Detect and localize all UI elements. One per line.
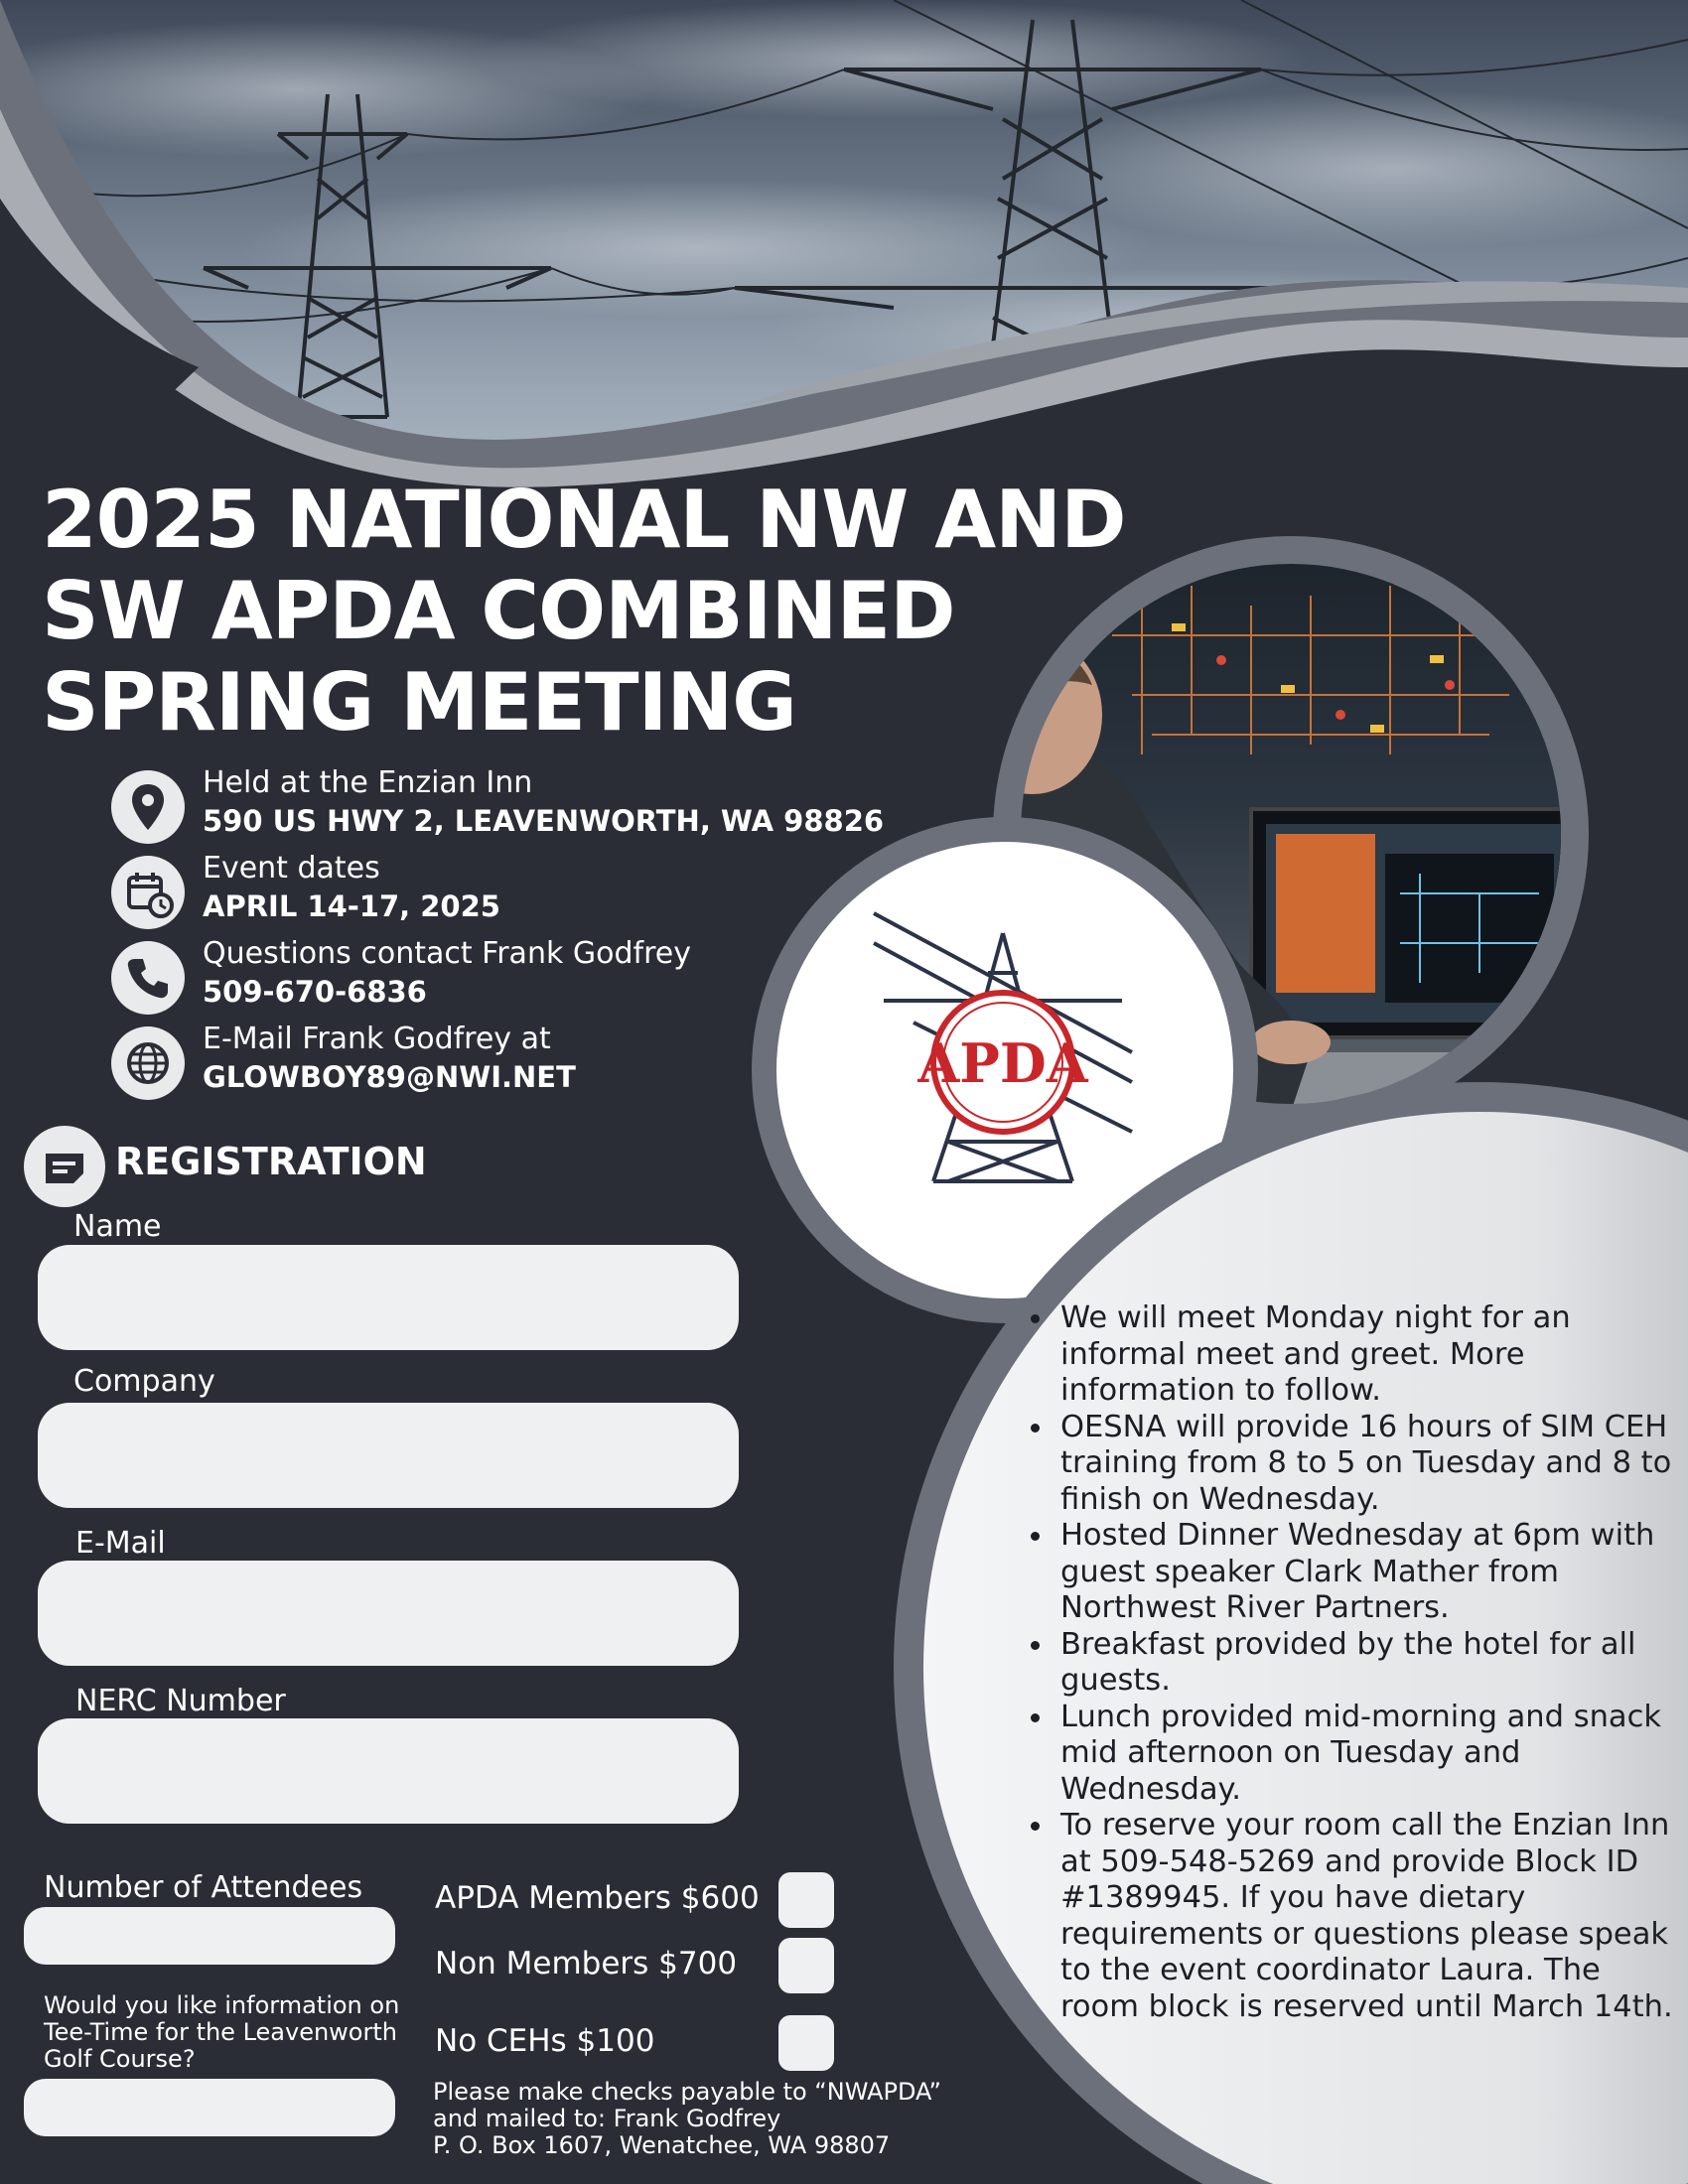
payment-note-line: P. O. Box 1607, Wenatchee, WA 98807: [433, 2131, 891, 2159]
note-item: We will meet Monday night for an informal meet and greet. More information to follow.: [1031, 1300, 1686, 1410]
fee-non-members-label: Non Members $700: [435, 1946, 738, 1981]
phone-icon: [111, 941, 185, 1015]
info-phone: [111, 935, 1005, 1024]
info-email: [111, 1021, 1005, 1110]
company-input[interactable]: [38, 1403, 739, 1508]
logo-text: APDA: [917, 1031, 1088, 1095]
note-item: Hosted Dinner Wednesday at 6pm with guest speaker Clark Mather from Northwest River Partners.: [1031, 1518, 1686, 1627]
name-input[interactable]: [38, 1245, 739, 1350]
email-label: E-Mail Frank Godfrey at: [203, 1022, 551, 1056]
globe-icon: [111, 1026, 185, 1100]
dates-label: Event dates: [203, 851, 380, 886]
calendar-icon: [111, 856, 185, 929]
page-title: [42, 475, 1134, 749]
title-line-3: SPRING MEETING: [42, 656, 796, 749]
attendees-input[interactable]: [24, 1907, 395, 1965]
fee-members-checkbox[interactable]: [778, 1872, 834, 1928]
phone-value: 509-670-6836: [203, 975, 427, 1009]
fee-members-label: APDA Members $600: [435, 1880, 760, 1916]
note-item: To reserve your room call the Enzian Inn at 509-548-5269 and provide Block ID #1389945. If you have dietary requirements or questions please speak to the event coordinator Laura. The room block is reserved until March 14th.: [1031, 1808, 1686, 2025]
phone-label: Questions contact Frank Godfrey: [203, 936, 691, 971]
payment-note: [433, 2079, 1029, 2159]
fee-no-ceh-label: No CEHs $100: [435, 2023, 655, 2059]
note-item: Lunch provided mid-morning and snack mid afternoon on Tuesday and Wednesday.: [1031, 1700, 1686, 1809]
title-line-2: SW APDA COMBINED: [42, 565, 955, 657]
payment-note-line: Please make checks payable to “NWAPDA”: [433, 2078, 941, 2106]
fee-non-members-checkbox[interactable]: [778, 1938, 834, 1993]
fee-no-ceh-checkbox[interactable]: [778, 2015, 834, 2071]
location-pin-icon: [111, 770, 185, 844]
email-input[interactable]: [38, 1561, 739, 1666]
form-icon: [24, 1126, 105, 1207]
note-item: OESNA will provide 16 hours of SIM CEH training from 8 to 5 on Tuesday and 8 to finish on Wednesday.: [1031, 1410, 1686, 1519]
location-value: 590 US HWY 2, LEAVENWORTH, WA 98826: [203, 804, 885, 838]
nerc-label: NERC Number: [75, 1684, 286, 1718]
info-location: [111, 764, 1005, 854]
nerc-input[interactable]: [38, 1718, 739, 1824]
note-item: Breakfast provided by the hotel for all guests.: [1031, 1627, 1686, 1700]
registration-title: REGISTRATION: [115, 1140, 427, 1183]
golf-input[interactable]: [24, 2079, 395, 2136]
event-notes: [1031, 1300, 1686, 2025]
title-line-1: 2025 NATIONAL NW AND: [42, 474, 1126, 566]
name-label: Name: [73, 1209, 162, 1244]
attendees-label: Number of Attendees: [44, 1870, 363, 1905]
dates-value: APRIL 14-17, 2025: [203, 889, 500, 923]
company-label: Company: [73, 1364, 215, 1399]
location-label: Held at the Enzian Inn: [203, 765, 533, 800]
info-dates: [111, 850, 1005, 939]
email-field-label: E-Mail: [75, 1526, 166, 1561]
payment-note-line: and mailed to: Frank Godfrey: [433, 2105, 781, 2132]
email-value: GLOWBOY89@NWI.NET: [203, 1060, 576, 1094]
golf-question: Would you like information on Tee-Time for the Leavenworth Golf Course?: [44, 1991, 400, 2073]
